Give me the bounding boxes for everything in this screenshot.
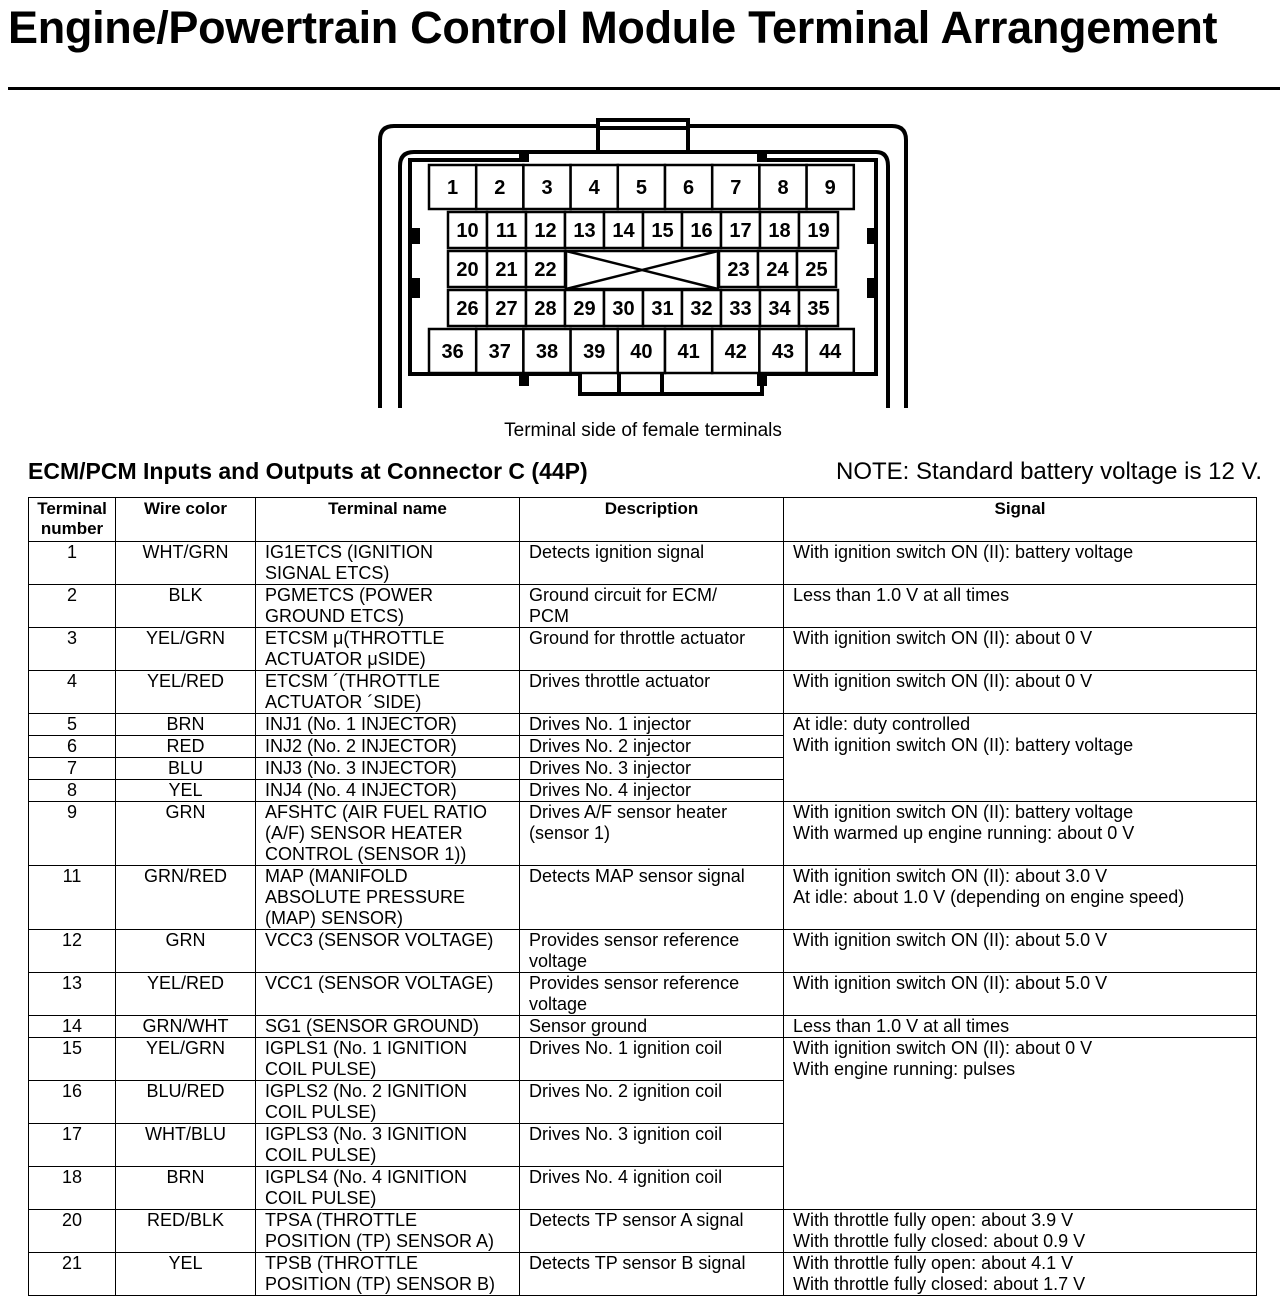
terminal-number-cell: 4 <box>29 671 116 714</box>
terminal-number-label: 42 <box>724 341 747 363</box>
terminal-number-label: 13 <box>573 220 596 242</box>
terminal-number-cell: 20 <box>29 1210 116 1253</box>
wire-color-cell: RED/BLK <box>116 1210 256 1253</box>
section-title: ECM/PCM Inputs and Outputs at Connector C (44P) <box>28 458 588 484</box>
header-terminal-name: Terminal name <box>256 498 520 542</box>
wire-color-cell: BRN <box>116 1167 256 1210</box>
signal-cell: With ignition switch ON (II): about 5.0 V <box>784 930 1257 973</box>
table-row <box>29 1016 1257 1038</box>
description-cell: Drives No. 4 injector <box>520 780 784 802</box>
header-description: Description <box>520 498 784 542</box>
terminal-name-cell: PGMETCS (POWER GROUND ETCS) <box>256 585 520 628</box>
terminal-number-cell: 5 <box>29 714 116 736</box>
terminal-number-label: 16 <box>690 220 713 242</box>
terminal-number-label: 5 <box>635 177 647 199</box>
terminal-number-label: 38 <box>535 341 559 363</box>
description-cell: Drives throttle actuator <box>520 671 784 714</box>
terminal-number-cell: 1 <box>29 542 116 585</box>
table-row <box>29 542 1257 585</box>
signal-cell: Less than 1.0 V at all times <box>784 1016 1257 1038</box>
terminal-number-cell: 21 <box>29 1253 116 1296</box>
terminal-number-cell: 17 <box>29 1124 116 1167</box>
terminal-name-cell: INJ1 (No. 1 INJECTOR) <box>256 714 520 736</box>
terminal-name-cell: AFSHTC (AIR FUEL RATIO (A/F) SENSOR HEATER CONTROL (SENSOR 1)) <box>256 802 520 866</box>
terminal-name-cell: IGPLS4 (No. 4 IGNITION COIL PULSE) <box>256 1167 520 1210</box>
description-cell: Drives No. 3 injector <box>520 758 784 780</box>
description-cell: Detects ignition signal <box>520 542 784 585</box>
terminal-name-cell: VCC3 (SENSOR VOLTAGE) <box>256 930 520 973</box>
signal-cell: Less than 1.0 V at all times <box>784 585 1257 628</box>
table-row <box>29 671 1257 714</box>
signal-cell: With ignition switch ON (II): battery voltage <box>784 542 1257 585</box>
terminal-number-cell: 3 <box>29 628 116 671</box>
signal-cell: With throttle fully open: about 3.9 V With throttle fully closed: about 0.9 V <box>784 1210 1257 1253</box>
description-cell: Detects MAP sensor signal <box>520 866 784 930</box>
terminal-number-cell: 18 <box>29 1167 116 1210</box>
signal-cell: With ignition switch ON (II): about 0 V <box>784 671 1257 714</box>
description-cell: Drives No. 1 injector <box>520 714 784 736</box>
terminal-number-label: 36 <box>441 341 464 363</box>
description-cell: Sensor ground <box>520 1016 784 1038</box>
terminal-number-label: 44 <box>819 341 842 363</box>
header-signal: Signal <box>784 498 1257 542</box>
description-cell: Drives No. 2 injector <box>520 736 784 758</box>
table-row <box>29 930 1257 973</box>
terminal-number-label: 11 <box>495 220 518 242</box>
terminal-number-cell: 7 <box>29 758 116 780</box>
terminal-number-label: 4 <box>588 177 600 199</box>
terminal-number-cell: 8 <box>29 780 116 802</box>
description-cell: Drives A/F sensor heater (sensor 1) <box>520 802 784 866</box>
terminal-number-label: 37 <box>488 341 511 363</box>
terminal-name-cell: TPSA (THROTTLE POSITION (TP) SENSOR A) <box>256 1210 520 1253</box>
terminal-name-cell: IGPLS1 (No. 1 IGNITION COIL PULSE) <box>256 1038 520 1081</box>
table-row <box>29 973 1257 1016</box>
terminal-name-cell: ETCSM μ(THROTTLE ACTUATOR μSIDE) <box>256 628 520 671</box>
terminal-number-label: 32 <box>690 298 713 320</box>
voltage-note: NOTE: Standard battery voltage is 12 V. <box>835 458 1262 485</box>
wire-color-cell: RED <box>116 736 256 758</box>
terminal-number-label: 27 <box>495 298 518 320</box>
description-cell: Provides sensor reference voltage <box>520 930 784 973</box>
wire-color-cell: WHT/BLU <box>116 1124 256 1167</box>
terminal-number-cell: 12 <box>29 930 116 973</box>
terminal-number-label: 40 <box>630 341 653 363</box>
title-divider <box>8 87 1280 90</box>
description-cell: Provides sensor reference voltage <box>520 973 784 1016</box>
terminal-number-cell: 6 <box>29 736 116 758</box>
description-cell: Drives No. 3 ignition coil <box>520 1124 784 1167</box>
wire-color-cell: GRN <box>116 930 256 973</box>
terminal-name-cell: VCC1 (SENSOR VOLTAGE) <box>256 973 520 1016</box>
terminal-name-cell: IG1ETCS (IGNITION SIGNAL ETCS) <box>256 542 520 585</box>
wire-color-cell: GRN/RED <box>116 866 256 930</box>
header-terminal-number: Terminal number <box>29 498 116 542</box>
table-row <box>29 802 1257 866</box>
wire-color-cell: YEL <box>116 1253 256 1296</box>
terminal-number-label: 22 <box>534 259 557 281</box>
terminal-name-cell: INJ4 (No. 4 INJECTOR) <box>256 780 520 802</box>
description-cell: Ground for throttle actuator <box>520 628 784 671</box>
signal-cell: At idle: duty controlled With ignition switch ON (II): battery voltage <box>784 714 1257 802</box>
terminal-name-cell: ETCSM ´(THROTTLE ACTUATOR ´SIDE) <box>256 671 520 714</box>
description-cell: Ground circuit for ECM/ PCM <box>520 585 784 628</box>
terminal-number-label: 19 <box>807 220 830 242</box>
wire-color-cell: YEL/RED <box>116 671 256 714</box>
signal-cell: With ignition switch ON (II): about 5.0 V <box>784 973 1257 1016</box>
wire-color-cell: BRN <box>116 714 256 736</box>
wire-color-cell: BLU <box>116 758 256 780</box>
wire-color-cell: GRN/WHT <box>116 1016 256 1038</box>
description-cell: Drives No. 2 ignition coil <box>520 1081 784 1124</box>
terminal-number-label: 8 <box>777 177 789 199</box>
table-header-row <box>29 498 1257 542</box>
description-cell: Drives No. 4 ignition coil <box>520 1167 784 1210</box>
signal-cell: With throttle fully open: about 4.1 V With throttle fully closed: about 1.7 V <box>784 1253 1257 1296</box>
terminal-number-cell: 15 <box>29 1038 116 1081</box>
terminal-name-cell: INJ2 (No. 2 INJECTOR) <box>256 736 520 758</box>
wire-color-cell: YEL/RED <box>116 973 256 1016</box>
terminal-number-label: 41 <box>677 341 700 363</box>
terminal-number-cell: 16 <box>29 1081 116 1124</box>
terminal-number-label: 6 <box>683 177 695 199</box>
terminal-number-label: 21 <box>495 259 518 281</box>
description-cell: Detects TP sensor B signal <box>520 1253 784 1296</box>
header-wire-color: Wire color <box>116 498 256 542</box>
wire-color-cell: BLU/RED <box>116 1081 256 1124</box>
terminal-number-cell: 11 <box>29 866 116 930</box>
terminal-number-label: 33 <box>729 298 752 320</box>
table-row <box>29 866 1257 930</box>
terminal-name-cell: IGPLS2 (No. 2 IGNITION COIL PULSE) <box>256 1081 520 1124</box>
terminal-number-cell: 2 <box>29 585 116 628</box>
terminal-number-cell: 13 <box>29 973 116 1016</box>
terminal-number-label: 23 <box>727 259 750 281</box>
terminal-number-label: 30 <box>612 298 635 320</box>
terminal-name-cell: TPSB (THROTTLE POSITION (TP) SENSOR B) <box>256 1253 520 1296</box>
terminal-name-cell: INJ3 (No. 3 INJECTOR) <box>256 758 520 780</box>
wire-color-cell: YEL/GRN <box>116 628 256 671</box>
connector-caption: Terminal side of female terminals <box>504 420 782 441</box>
wire-color-cell: BLK <box>116 585 256 628</box>
terminal-number-cell: 14 <box>29 1016 116 1038</box>
terminal-number-label: 2 <box>494 177 506 199</box>
connector-diagram <box>370 118 920 408</box>
description-cell: Drives No. 1 ignition coil <box>520 1038 784 1081</box>
wire-color-cell: WHT/GRN <box>116 542 256 585</box>
connector-drawing <box>370 118 920 408</box>
terminal-number-label: 15 <box>651 220 674 242</box>
signal-cell: With ignition switch ON (II): about 0 V With engine running: pulses <box>784 1038 1257 1210</box>
wire-color-cell: GRN <box>116 802 256 866</box>
terminal-number-label: 17 <box>729 220 752 242</box>
terminal-number-label: 7 <box>730 177 742 199</box>
terminal-number-label: 3 <box>541 177 553 199</box>
terminal-number-label: 9 <box>824 177 836 199</box>
signal-cell: With ignition switch ON (II): about 0 V <box>784 628 1257 671</box>
terminal-number-label: 24 <box>766 259 789 281</box>
terminal-number-label: 14 <box>612 220 635 242</box>
wire-color-cell: YEL <box>116 780 256 802</box>
terminal-name-cell: SG1 (SENSOR GROUND) <box>256 1016 520 1038</box>
terminal-number-cell: 9 <box>29 802 116 866</box>
terminal-number-label: 26 <box>456 298 479 320</box>
terminal-name-cell: IGPLS3 (No. 3 IGNITION COIL PULSE) <box>256 1124 520 1167</box>
terminal-number-label: 29 <box>573 298 596 320</box>
terminal-number-label: 20 <box>456 259 479 281</box>
terminal-number-label: 10 <box>456 220 479 242</box>
wire-color-cell: YEL/GRN <box>116 1038 256 1081</box>
table-row <box>29 714 1257 736</box>
terminal-number-label: 34 <box>768 298 791 320</box>
terminal-number-label: 12 <box>534 220 557 242</box>
page-title: Engine/Powertrain Control Module Terminal Arrangement <box>8 2 1218 53</box>
terminal-number-label: 31 <box>651 298 674 320</box>
table-row <box>29 1253 1257 1296</box>
signal-cell: With ignition switch ON (II): about 3.0 V At idle: about 1.0 V (depending on engine speed) <box>784 866 1257 930</box>
terminal-name-cell: MAP (MANIFOLD ABSOLUTE PRESSURE (MAP) SENSOR) <box>256 866 520 930</box>
table-row <box>29 1210 1257 1253</box>
terminal-number-label: 35 <box>807 298 830 320</box>
terminal-number-label: 18 <box>768 220 791 242</box>
table-row <box>29 628 1257 671</box>
terminal-number-label: 28 <box>534 298 557 320</box>
table-row <box>29 585 1257 628</box>
description-cell: Detects TP sensor A signal <box>520 1210 784 1253</box>
terminal-number-label: 43 <box>771 341 795 363</box>
io-table <box>28 497 1257 1296</box>
terminal-number-label: 25 <box>805 259 828 281</box>
terminal-number-label: 1 <box>447 177 459 199</box>
terminal-number-label: 39 <box>583 341 606 363</box>
table-row <box>29 1038 1257 1081</box>
signal-cell: With ignition switch ON (II): battery voltage With warmed up engine running: about 0 V <box>784 802 1257 866</box>
